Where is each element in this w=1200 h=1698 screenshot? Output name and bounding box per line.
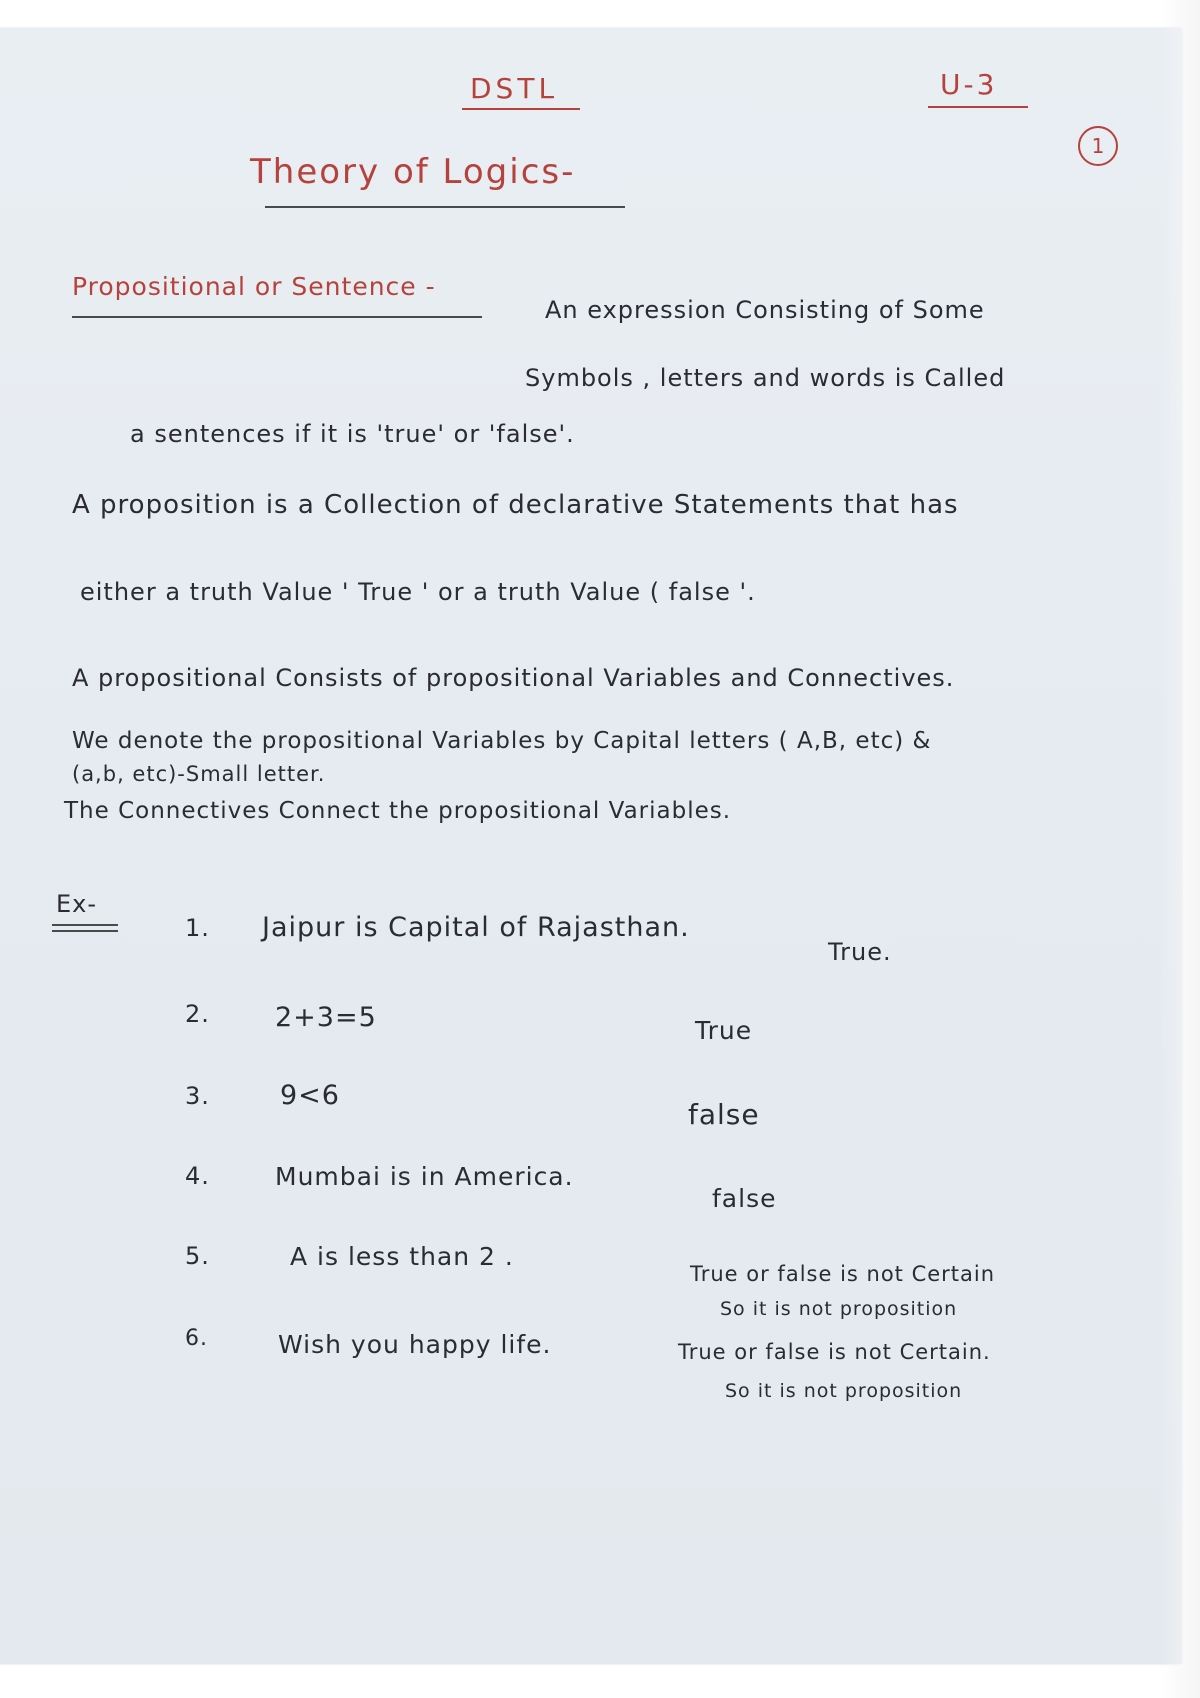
example-statement: A is less than 2 . (290, 1242, 514, 1271)
example-result: True or false is not Certain (690, 1262, 996, 1286)
example-note: So it is not proposition (725, 1380, 963, 1402)
unit-underline (928, 106, 1028, 108)
title-underline (265, 206, 625, 208)
definition-heading: Propositional or Sentence - (72, 272, 436, 301)
subject-heading: DSTL (470, 72, 559, 105)
example-number: 5. (185, 1242, 210, 1270)
definition-line-2: Symbols , letters and words is Called (525, 364, 1006, 392)
example-statement: 9<6 (280, 1080, 340, 1111)
example-number: 3. (185, 1082, 210, 1110)
definition-heading-underline (72, 316, 482, 318)
subject-underline (462, 108, 580, 110)
example-result: false (688, 1098, 760, 1131)
paragraph-1-line-2: either a truth Value ' True ' or a truth Value ( false '. (80, 578, 756, 606)
example-number: 4. (185, 1162, 210, 1190)
page-title: Theory of Logics- (250, 152, 576, 192)
paragraph-2-line-3: (a,b, etc)-Small letter. (72, 762, 326, 786)
example-number: 6. (185, 1326, 208, 1351)
examples-label: Ex- (56, 890, 98, 918)
example-note: So it is not proposition (720, 1298, 958, 1320)
paragraph-1-line-1: A proposition is a Collection of declarative Statements that has (72, 490, 959, 520)
example-result: false (712, 1184, 777, 1213)
example-number: 1. (185, 914, 210, 942)
example-number: 2. (185, 1000, 210, 1028)
paragraph-2-line-2: We denote the propositional Variables by Capital letters ( A,B, etc) & (72, 728, 932, 754)
unit-label: U-3 (940, 68, 998, 101)
example-result: True. (828, 938, 892, 966)
page-number: 1 (1091, 134, 1105, 158)
examples-label-underline-2 (52, 930, 118, 932)
example-result: True or false is not Certain. (678, 1340, 991, 1364)
paragraph-2-line-4: The Connectives Connect the propositional Variables. (64, 798, 732, 824)
example-result: True (695, 1016, 753, 1045)
example-statement: 2+3=5 (275, 1002, 377, 1033)
examples-label-underline-1 (52, 924, 118, 926)
example-statement: Jaipur is Capital of Rajasthan. (262, 912, 690, 943)
definition-line-1: An expression Consisting of Some (545, 296, 985, 324)
example-statement: Mumbai is in America. (275, 1162, 574, 1191)
page-edge (1160, 0, 1200, 1698)
paragraph-2-line-1: A propositional Consists of propositional Variables and Connectives. (72, 664, 955, 692)
page-number-circle (1078, 126, 1118, 166)
definition-line-3: a sentences if it is 'true' or 'false'. (130, 420, 575, 448)
example-statement: Wish you happy life. (278, 1330, 552, 1359)
